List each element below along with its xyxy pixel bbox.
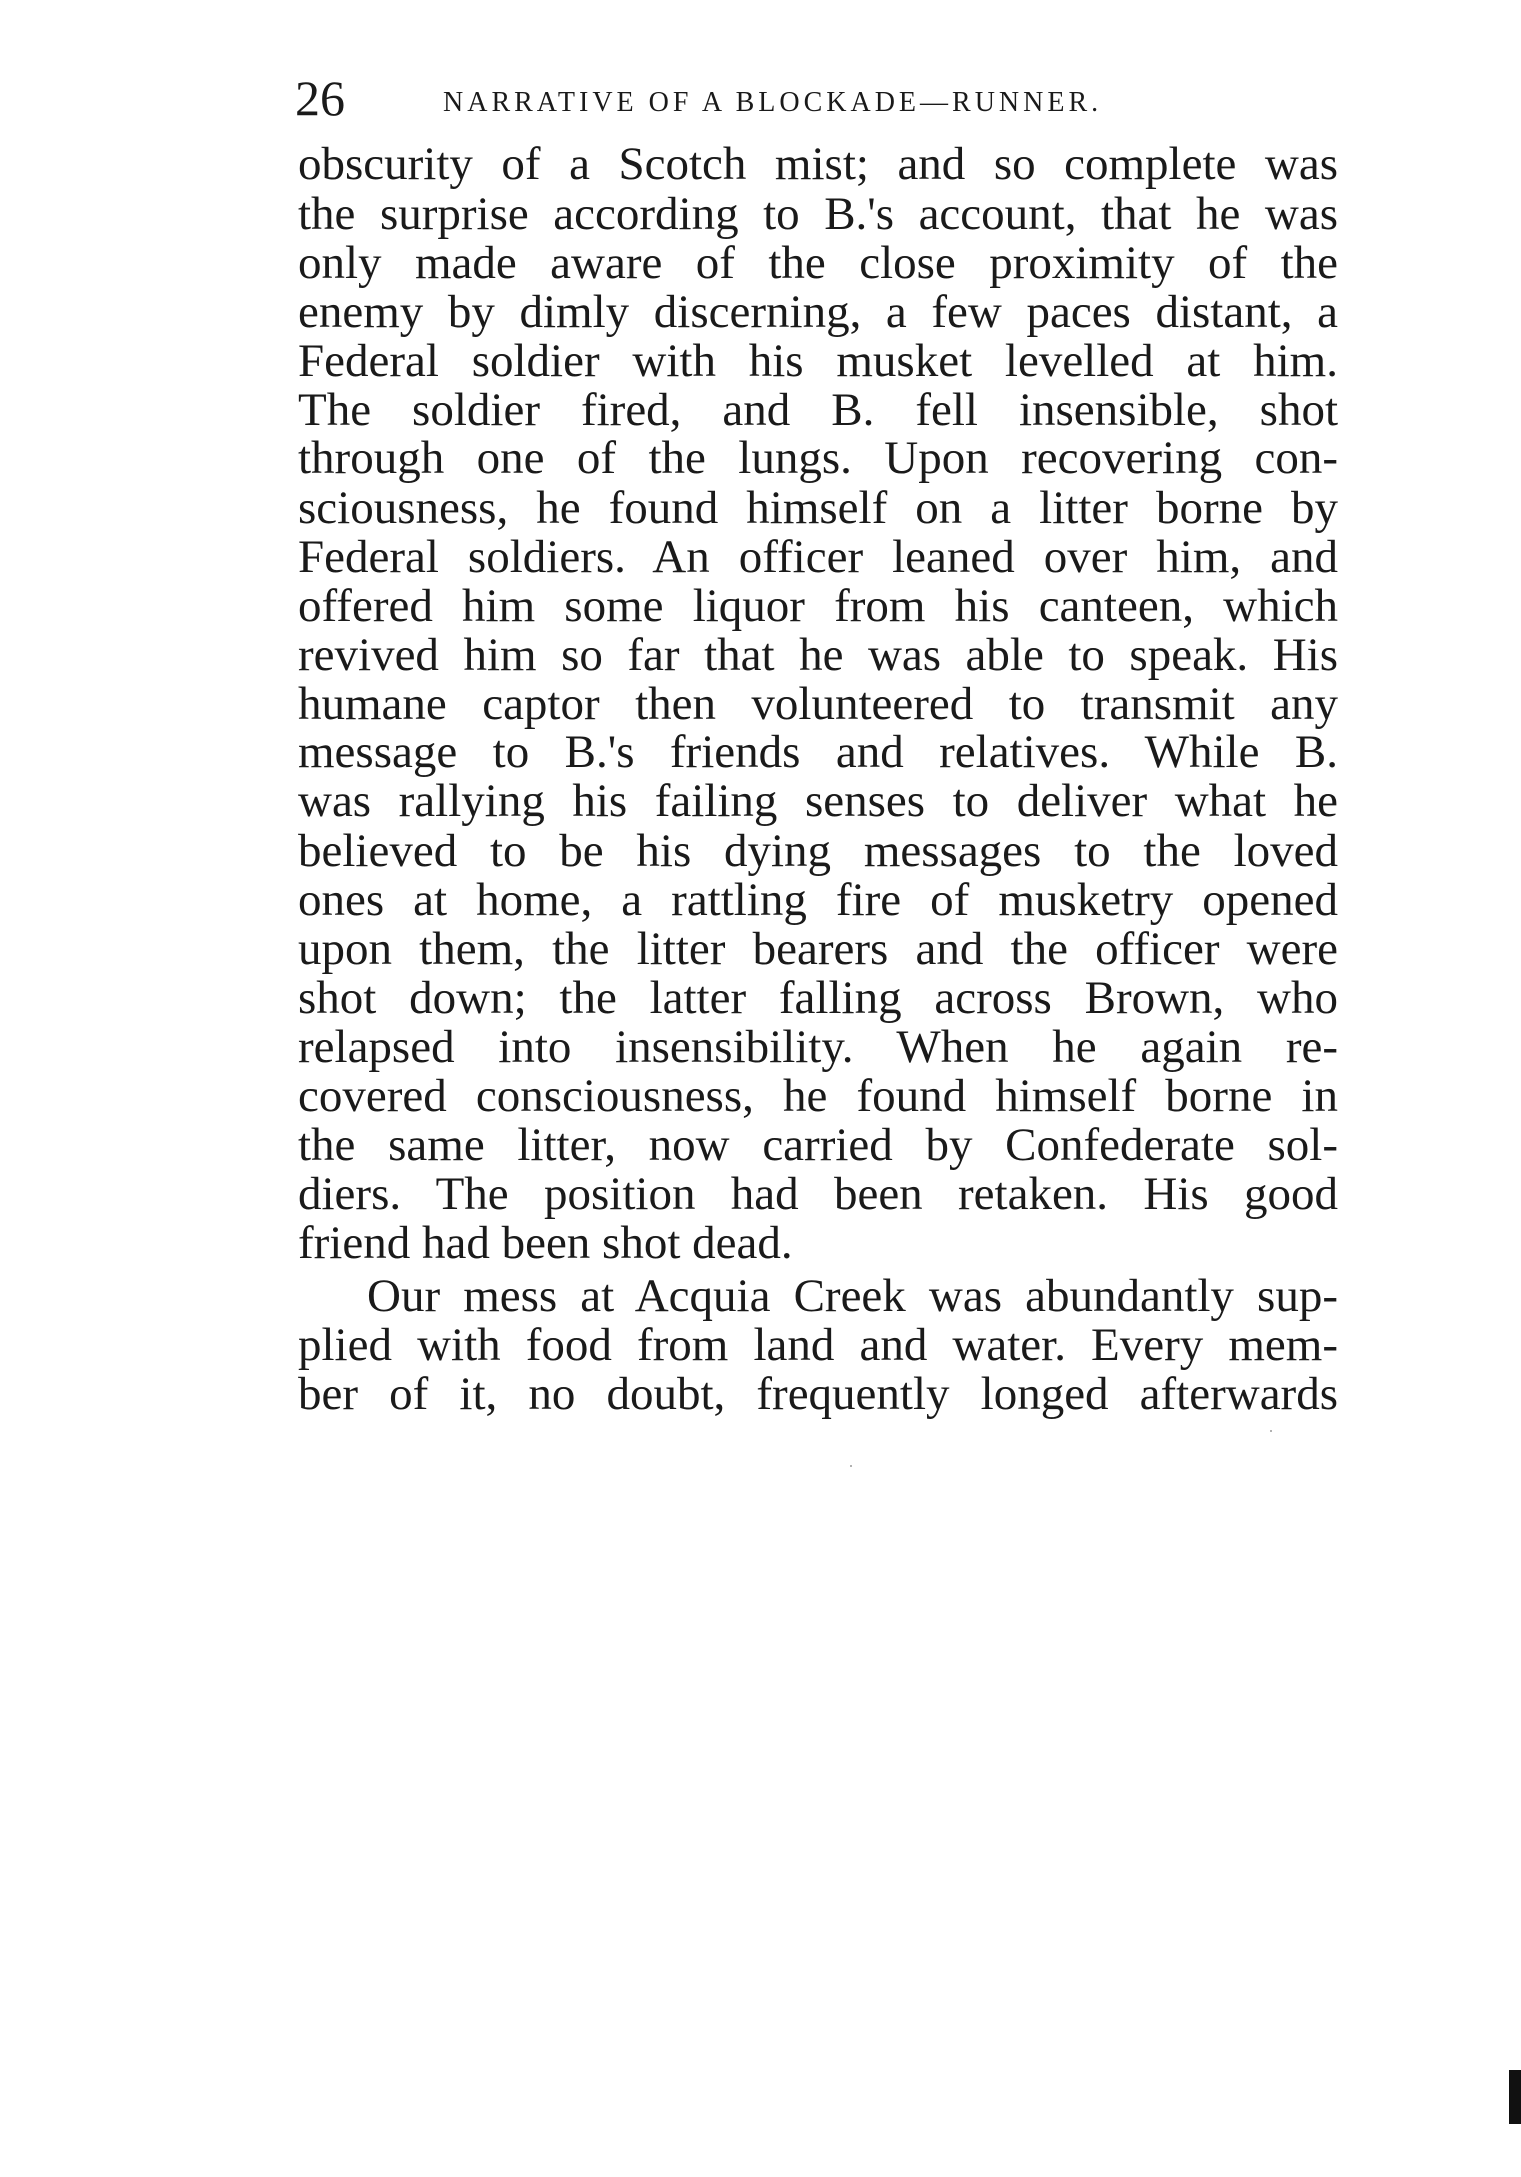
text-line: Federal soldier with his musket levelled at him. xyxy=(298,335,1338,387)
text-line: offered him some liquor from his canteen, which xyxy=(298,580,1338,632)
running-head: NARRATIVE OF A BLOCKADE—RUNNER. xyxy=(443,87,1103,118)
text-line: relapsed into insensibility. When he again re- xyxy=(298,1021,1338,1073)
text-line: Federal soldiers. An officer leaned over him, and xyxy=(298,531,1338,583)
page-number: 26 xyxy=(295,70,345,126)
text-line: ber of it, no doubt, frequently longed afterwards xyxy=(298,1368,1338,1420)
text-line: humane captor then volunteered to transmit any xyxy=(298,678,1338,730)
paper-speck xyxy=(850,1465,852,1467)
text-line: obscurity of a Scotch mist; and so complete was xyxy=(298,138,1338,190)
text-line: upon them, the litter bearers and the officer were xyxy=(298,923,1338,975)
text-line: the surprise according to B.'s account, that he was xyxy=(298,188,1338,240)
text-line: only made aware of the close proximity of the xyxy=(298,237,1338,289)
text-line: sciousness, he found himself on a litter borne by xyxy=(298,482,1338,534)
text-line: message to B.'s friends and relatives. While B. xyxy=(298,726,1338,778)
text-line: shot down; the latter falling across Brown, who xyxy=(298,972,1338,1024)
text-line: enemy by dimly discerning, a few paces distant, a xyxy=(298,286,1338,338)
page-header xyxy=(295,68,1335,128)
text-line: believed to be his dying messages to the loved xyxy=(298,825,1338,877)
paper-speck xyxy=(1270,1430,1272,1432)
text-line: plied with food from land and water. Every mem- xyxy=(298,1319,1338,1371)
text-line: revived him so far that he was able to speak. His xyxy=(298,629,1338,681)
text-line: ones at home, a rattling fire of musketry opened xyxy=(298,874,1338,926)
text-line: friend had been shot dead. xyxy=(298,1217,793,1269)
text-line: The soldier fired, and B. fell insensible, shot xyxy=(298,384,1338,436)
text-line: Our mess at Acquia Creek was abundantly sup- xyxy=(367,1270,1338,1322)
text-line: was rallying his failing senses to deliver what he xyxy=(298,775,1338,827)
text-line: the same litter, now carried by Confederate sol- xyxy=(298,1119,1338,1171)
text-line: through one of the lungs. Upon recovering con- xyxy=(298,432,1338,484)
text-line: covered consciousness, he found himself borne in xyxy=(298,1070,1338,1122)
margin-mark xyxy=(1509,2070,1521,2124)
text-line: diers. The position had been retaken. His good xyxy=(298,1168,1338,1220)
